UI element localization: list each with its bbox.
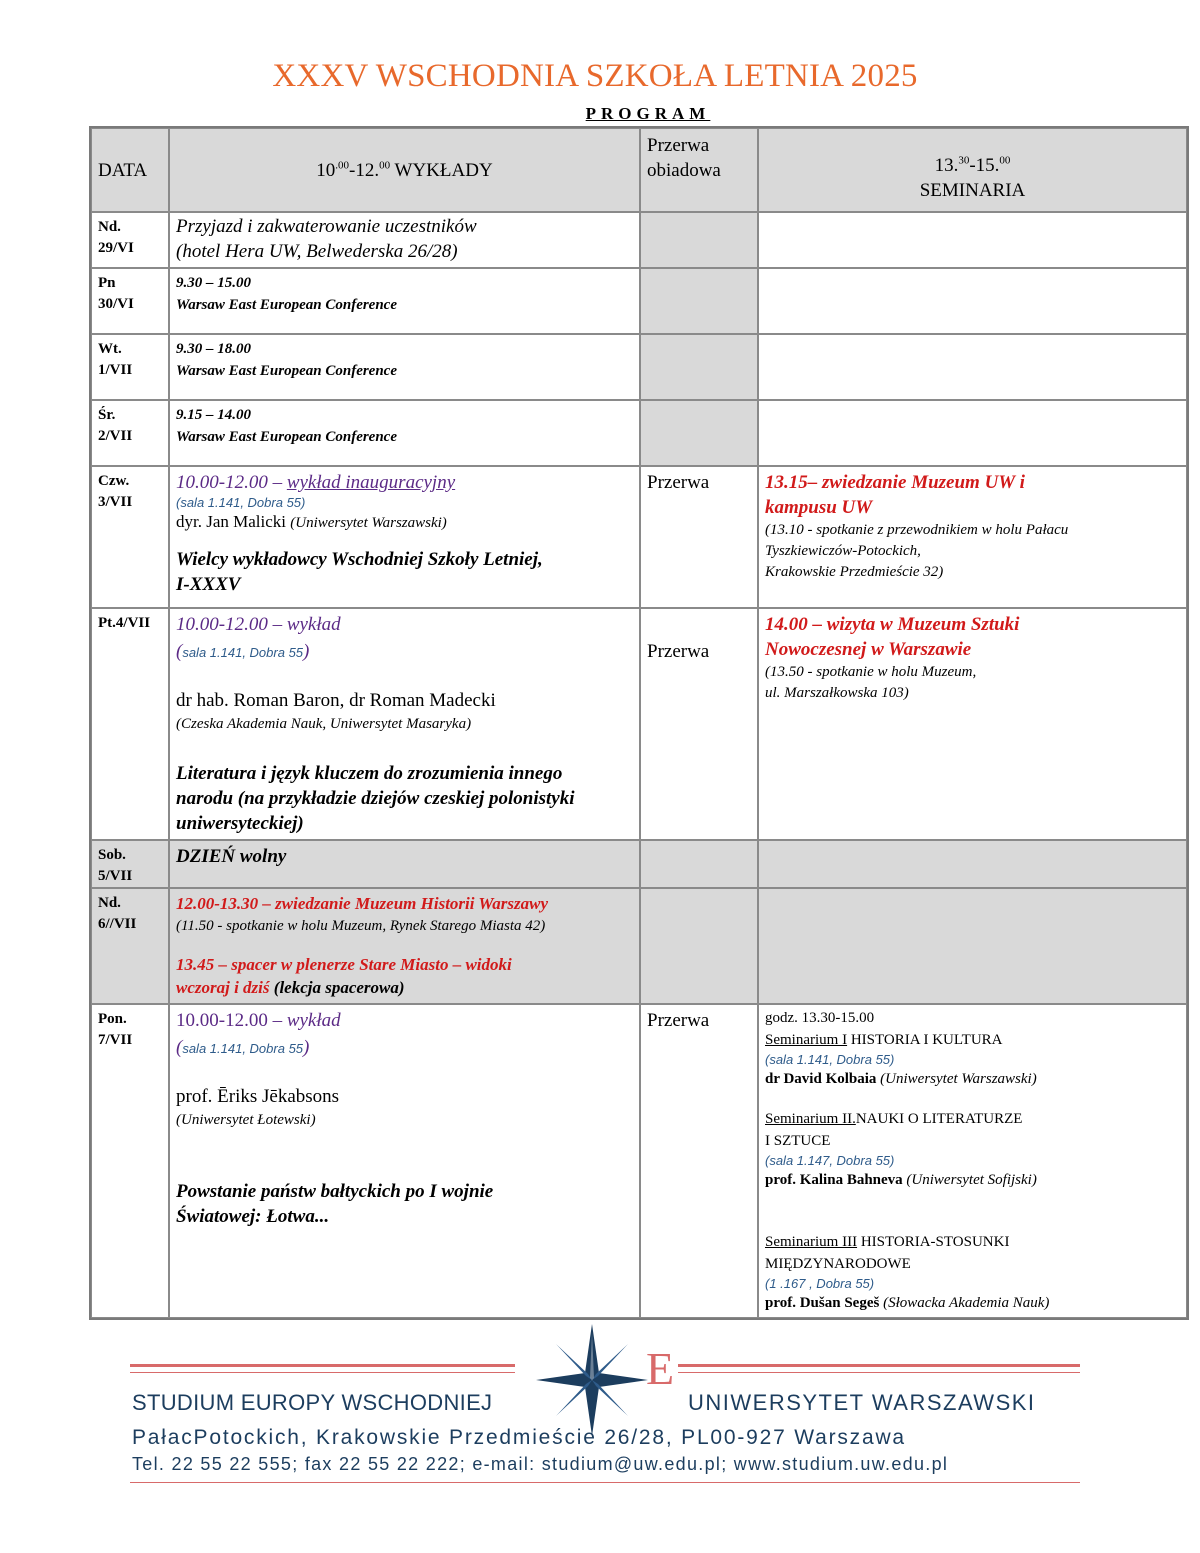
lecture-room	[176, 1035, 633, 1060]
seminar-lead-name: prof. Dušan Segeš	[765, 1295, 880, 1311]
lecture-topic: I-XXXV	[176, 574, 241, 595]
break-cell	[640, 888, 758, 1004]
room-text: sala 1.141, Dobra 55	[182, 1041, 304, 1056]
room-paren: )	[303, 1037, 310, 1058]
compass-rose-icon	[536, 1324, 648, 1436]
lecture-cell	[169, 608, 640, 840]
lecture-room	[176, 639, 633, 664]
seminar-room: (1 .167 , Dobra 55)	[765, 1276, 875, 1291]
org-name-left: STUDIUM EUROPY WSCHODNIEJ	[132, 1390, 493, 1415]
day-cell	[91, 608, 169, 840]
seminar-title	[765, 1029, 1180, 1051]
footer-rule-left-thin	[130, 1372, 515, 1373]
seminar-name: I SZTUCE	[765, 1133, 831, 1149]
table-row	[91, 212, 1187, 268]
lecture-speaker	[176, 510, 633, 535]
break-cell	[640, 608, 758, 840]
lecture-line-part: (lekcja spacerowa)	[269, 978, 405, 997]
seminar-time-a-sup: 30	[958, 154, 970, 167]
lecture-time	[176, 1008, 633, 1033]
seminar-name: NAUKI O LITERATURZE	[855, 1111, 1023, 1127]
break-cell	[640, 1004, 758, 1318]
lecture-cell	[169, 212, 640, 268]
day-cell	[91, 1004, 169, 1318]
seminar-hours: godz. 13.30-15.00	[765, 1010, 875, 1026]
day-date: 6//VII	[98, 916, 137, 932]
footer-address: PałacPotockich, Krakowskie Przedmieście 26/28, PL00-927 Warszawa	[132, 1426, 906, 1449]
speaker-affiliation: (Czeska Akademia Nauk, Uniwersytet Masaryka)	[176, 716, 472, 732]
lecture-topic: Światowej: Łotwa...	[176, 1206, 330, 1227]
day-date: 7/VII	[98, 1032, 133, 1048]
day-name: Czw.	[98, 473, 130, 489]
seminar-lead-affiliation: (Uniwersytet Warszawski)	[876, 1071, 1037, 1087]
seminar-note: Tyszkiewiczów-Potockich,	[765, 543, 921, 559]
day-name: Pon.	[98, 1011, 127, 1027]
seminar-time-b-sup: 00	[999, 154, 1011, 167]
lecture-line: 13.45 – spacer w plenerze Stare Miasto – widoki	[176, 955, 512, 974]
day-cell	[91, 212, 169, 268]
seminar-cell	[758, 888, 1187, 1004]
lecture-time-text: 10.00-12.00 –	[176, 472, 287, 493]
seminar-label: Seminarium II.	[765, 1111, 856, 1127]
lecture-time	[176, 470, 633, 495]
day-cell	[91, 466, 169, 608]
header-seminars-time	[759, 153, 1186, 178]
lecture-speaker: dr hab. Roman Baron, dr Roman Madecki	[176, 690, 496, 711]
lectures-label: WYKŁADY	[390, 159, 493, 181]
lecture-topic: Wielcy wykładowcy Wschodniej Szkoły Letniej,	[176, 549, 543, 570]
seminar-note: ul. Marszałkowska 103)	[765, 685, 909, 701]
table-row	[91, 888, 1187, 1004]
header-lectures-label	[316, 160, 492, 181]
table-row	[91, 1004, 1187, 1318]
lecture-line: Przyjazd i zakwaterowanie uczestników	[176, 216, 477, 237]
header-row	[91, 128, 1187, 212]
day-date: 30/VI	[98, 296, 134, 312]
lecture-line: Warsaw East European Conference	[176, 429, 398, 445]
seminar-name: HISTORIA I KULTURA	[847, 1032, 1003, 1048]
day-name: Nd.	[98, 219, 121, 235]
day-cell	[91, 400, 169, 466]
break-cell	[640, 840, 758, 888]
logo-letter: E	[646, 1343, 675, 1394]
footer-rule-right-thin	[678, 1372, 1080, 1373]
day-date: 1/VII	[98, 362, 133, 378]
day-name: Sob.	[98, 847, 126, 863]
seminar-note: Krakowskie Przedmieście 32)	[765, 564, 944, 580]
lecture-line: 9.15 – 14.00	[176, 407, 251, 423]
speaker-name: dyr. Jan Malicki	[176, 512, 291, 531]
room-paren: (	[176, 1037, 183, 1058]
speaker-affiliation: (Uniwersytet Łotewski)	[176, 1112, 316, 1128]
lecture-line: 9.30 – 18.00	[176, 341, 251, 357]
lecture-cell	[169, 840, 640, 888]
lecture-line	[176, 976, 633, 999]
program-table	[89, 126, 1189, 1320]
day-date: 2/VII	[98, 428, 133, 444]
letterhead-footer	[130, 1322, 1080, 1492]
seminar-lead	[765, 1068, 1180, 1090]
lecture-cell	[169, 268, 640, 334]
header-seminars	[758, 128, 1187, 212]
day-name: Śr.	[98, 407, 116, 423]
break-label: Przerwa	[647, 472, 710, 493]
seminar-event: Nowoczesnej w Warszawie	[765, 639, 972, 660]
seminar-lead	[765, 1169, 1180, 1191]
lectures-time-b: -12.	[349, 159, 380, 181]
seminar-event: 13.15– zwiedzanie Muzeum UW i	[765, 472, 1025, 493]
header-break-line2: obiadowa	[647, 160, 721, 181]
table-row	[91, 400, 1187, 466]
lecture-topic: Powstanie państw bałtyckich po I wojnie	[176, 1181, 494, 1202]
lecture-topic: Literatura i język kluczem do zrozumienia innego	[176, 763, 563, 784]
footer-rule-right	[678, 1364, 1080, 1367]
day-name: Nd.	[98, 895, 121, 911]
table-row	[91, 608, 1187, 840]
lecture-time: 10.00-12.00 – wykład	[176, 614, 341, 635]
header-date-label: DATA	[98, 159, 148, 181]
day-cell	[91, 840, 169, 888]
lecture-topic: uniwersyteckiej)	[176, 813, 304, 834]
speaker-affiliation: (Uniwersytet Warszawski)	[290, 515, 447, 531]
room-paren: )	[303, 641, 310, 662]
seminar-lead-affiliation: (Uniwersytet Sofijski)	[902, 1172, 1037, 1188]
day-date: 3/VII	[98, 494, 133, 510]
document-title: XXXV WSCHODNIA SZKOŁA LETNIA 2025	[272, 58, 918, 94]
lecture-time-text: 10.00-12.00 –	[176, 1010, 287, 1031]
lecture-cell	[169, 888, 640, 1004]
seminar-lead-affiliation: (Słowacka Akademia Nauk)	[879, 1295, 1050, 1311]
header-break-line1: Przerwa	[647, 135, 710, 156]
day-cell	[91, 268, 169, 334]
break-cell	[640, 212, 758, 268]
lecture-line: (11.50 - spotkanie w holu Muzeum, Rynek Starego Miasta 42)	[176, 918, 546, 934]
lectures-time-b-sup: 00	[379, 159, 391, 172]
seminar-cell	[758, 212, 1187, 268]
seminar-label: Seminarium III	[765, 1234, 858, 1250]
seminar-cell	[758, 840, 1187, 888]
lecture-line: Warsaw East European Conference	[176, 363, 398, 379]
day-date: 5/VII	[98, 868, 133, 884]
lecture-line: (hotel Hera UW, Belwederska 26/28)	[176, 241, 458, 262]
seminar-time-a: 13.	[934, 155, 959, 176]
seminar-event: 14.00 – wizyta w Muzeum Sztuki	[765, 614, 1020, 635]
lecture-line: DZIEŃ wolny	[176, 846, 287, 867]
table-row	[91, 466, 1187, 608]
seminar-lead-name: dr David Kolbaia	[765, 1071, 877, 1087]
inaugural-lecture-link[interactable]: wykład inauguracyjny	[286, 472, 456, 493]
break-label: Przerwa	[647, 641, 710, 662]
header-date	[91, 128, 169, 212]
break-cell	[640, 334, 758, 400]
seminar-note: (13.50 - spotkanie w holu Muzeum,	[765, 664, 977, 680]
seminar-cell	[758, 466, 1187, 608]
lectures-time-a-sup: .00	[335, 159, 350, 172]
break-cell	[640, 400, 758, 466]
seminar-time-b: -15.	[969, 155, 1000, 176]
seminar-room: (sala 1.147, Dobra 55)	[765, 1153, 895, 1168]
seminar-lead-name: prof. Kalina Bahneva	[765, 1172, 903, 1188]
lecture-cell	[169, 466, 640, 608]
seminar-title	[765, 1231, 1180, 1253]
table-row	[91, 334, 1187, 400]
lecture-cell	[169, 1004, 640, 1318]
lecture-line: 9.30 – 15.00	[176, 275, 251, 291]
lecture-speaker: prof. Ēriks Jēkabsons	[176, 1086, 340, 1107]
header-break	[640, 128, 758, 212]
org-name-right: UNIWERSYTET WARSZAWSKI	[688, 1390, 1036, 1415]
header-lectures	[169, 128, 640, 212]
seminar-label: Seminarium I	[765, 1032, 848, 1048]
header-seminars-label: SEMINARIA	[919, 180, 1026, 201]
break-cell	[640, 268, 758, 334]
table-row	[91, 268, 1187, 334]
seminar-lead	[765, 1292, 1180, 1314]
lecture-time-text: wykład	[286, 1010, 341, 1031]
lecture-cell	[169, 400, 640, 466]
seminar-name: HISTORIA-STOSUNKI	[857, 1234, 1010, 1250]
lecture-line: Warsaw East European Conference	[176, 297, 398, 313]
break-label: Przerwa	[647, 1010, 710, 1031]
seminar-cell	[758, 608, 1187, 840]
footer-rule-bottom	[130, 1482, 1080, 1483]
lecture-line-part: wczoraj i dziś	[176, 978, 270, 997]
room-text: sala 1.141, Dobra 55	[182, 645, 304, 660]
seminar-note: (13.10 - spotkanie z przewodnikiem w holu Pałacu	[765, 522, 1069, 538]
seminar-title	[765, 1108, 1180, 1130]
footer-contact: Tel. 22 55 22 555; fax 22 55 22 222; e-mail: studium@uw.edu.pl; www.studium.uw.edu.pl	[132, 1454, 949, 1474]
day-cell	[91, 334, 169, 400]
day-name: Pn	[98, 275, 116, 291]
lecture-room: (sala 1.141, Dobra 55)	[176, 495, 306, 510]
lectures-time-a: 10	[316, 159, 336, 181]
seminar-cell	[758, 1004, 1187, 1318]
day-name: Pt.4/VII	[98, 615, 151, 631]
seminar-cell	[758, 268, 1187, 334]
footer-rule-left	[130, 1364, 515, 1367]
day-date: 29/VI	[98, 240, 134, 256]
table-row	[91, 840, 1187, 888]
seminar-room: (sala 1.141, Dobra 55)	[765, 1052, 895, 1067]
seminar-event: kampusu UW	[765, 497, 873, 518]
document-subtitle: PROGRAM	[585, 104, 711, 123]
day-cell	[91, 888, 169, 1004]
lecture-cell	[169, 334, 640, 400]
day-name: Wt.	[98, 341, 122, 357]
seminar-cell	[758, 400, 1187, 466]
lecture-line: 12.00-13.30 – zwiedzanie Muzeum Historii Warszawy	[176, 894, 549, 913]
seminar-name: MIĘDZYNARODOWE	[765, 1256, 911, 1272]
room-paren: (	[176, 641, 183, 662]
break-cell	[640, 466, 758, 608]
seminar-cell	[758, 334, 1187, 400]
lecture-topic: narodu (na przykładzie dziejów czeskiej polonistyki	[176, 788, 575, 809]
